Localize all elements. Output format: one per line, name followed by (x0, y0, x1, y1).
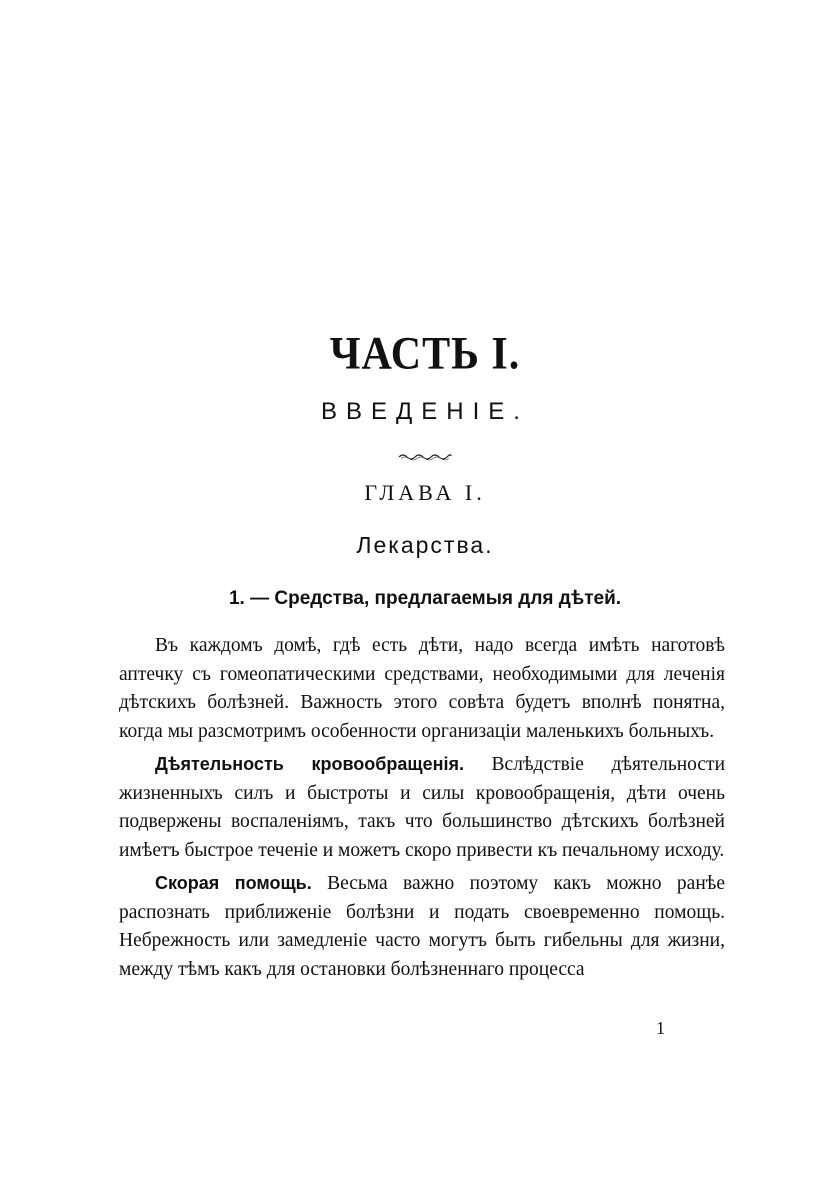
part-title: ЧАСТЬ I. (329, 328, 521, 380)
decorative-ornament-icon (397, 450, 453, 462)
paragraph (119, 632, 725, 746)
paragraph-text: Вслѣдствіе дѣятельности жизненныхъ силъ и быстроты и силы кровообращенія, дѣти очень подвержены воспаленіямъ, такъ что большинство дѣтскихъ болѣзней имѣетъ быстрое теченіе и можетъ скоро привести къ печальному исходу. (119, 754, 726, 861)
introduction-title: ВВЕДЕНІЕ. (321, 398, 529, 425)
paragraph-text: Въ каждомъ домѣ, гдѣ есть дѣти, надо всегда имѣть наготовѣ аптечку съ гомеопатическими средствами, необходимыми для леченія дѣтскихъ болѣзней. Важность этого совѣта будетъ вполнѣ понятна, когда мы разсмотримъ особенности организаціи маленькихъ больныхъ. (119, 635, 725, 742)
chapter-subtitle: Лекарства. (356, 532, 494, 558)
run-in-heading: Дѣятельность кровообращенія. (155, 754, 465, 774)
chapter-title: ГЛАВА I. (364, 480, 486, 505)
paragraph (119, 750, 725, 865)
section-heading: 1. — Средства, предлагаемыя для дѣтей. (228, 588, 622, 609)
paragraph (119, 869, 725, 984)
body-text (119, 632, 725, 988)
run-in-heading: Скорая помощь. (155, 873, 312, 893)
signature-mark: 1 (656, 1018, 665, 1038)
paragraph-text: Весьма важно поэтому какъ можно ранѣе распознать приближеніе болѣзни и подать своевременно помощь. Небрежность или замедленіе часто могутъ быть гибельны для жизни, между тѣмъ какъ для остановки болѣзненнаго процесса (119, 873, 726, 980)
